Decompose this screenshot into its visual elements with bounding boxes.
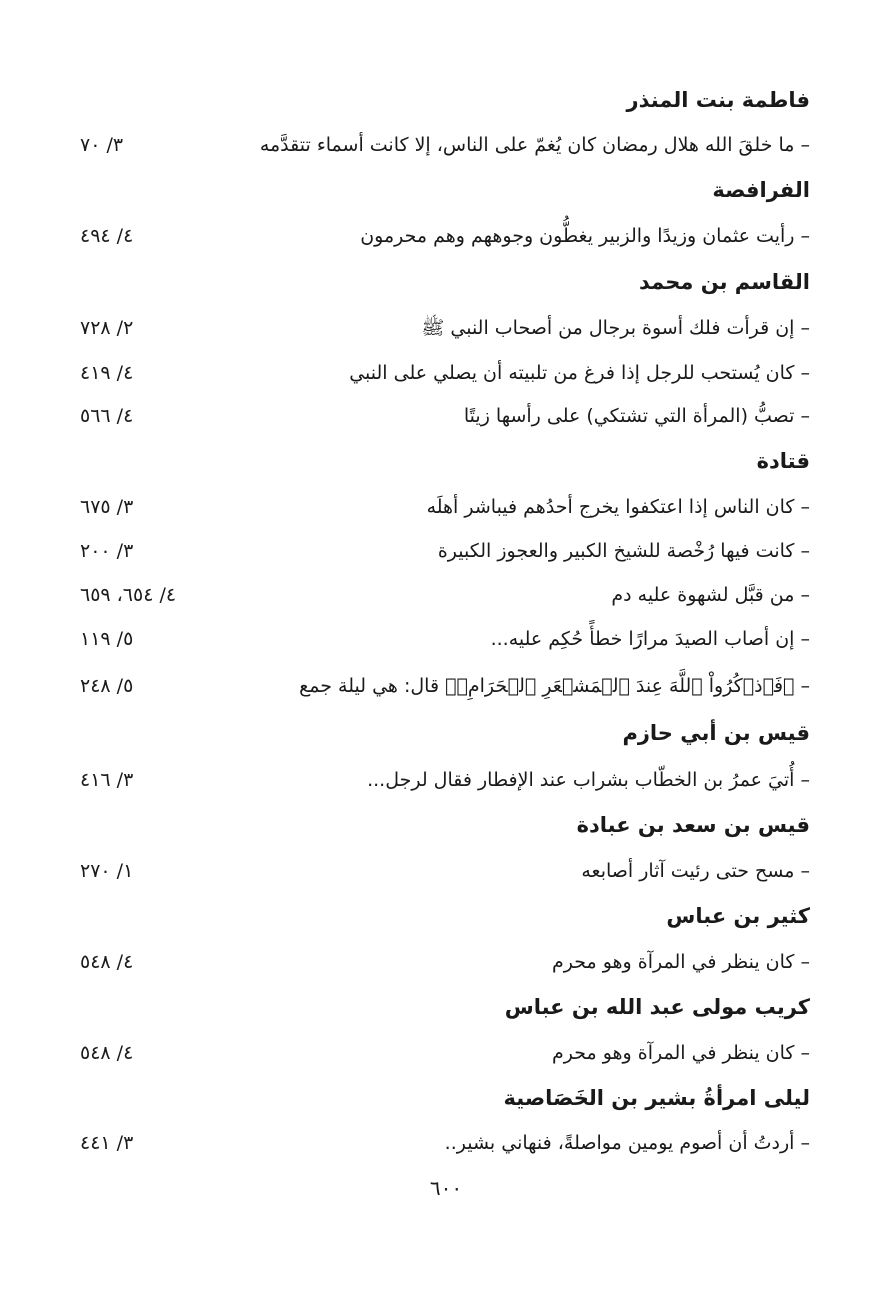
narrator-heading: قتادة xyxy=(756,449,810,473)
entry-reference: ٤/ ٤١٩ xyxy=(80,362,134,384)
entry-reference: ٤/ ٤٩٤ xyxy=(80,225,134,247)
entry-reference: ٣/ ٦٧٥ xyxy=(80,496,134,518)
narrator-heading: الفرافصة xyxy=(712,178,810,202)
entry-row xyxy=(80,619,810,659)
entry-reference: ٣/ ٤٤١ xyxy=(80,1132,134,1154)
entry-text: – أُتيَ عمرُ بن الخطّاب بشراب عند الإفطار فقال لرجل... xyxy=(367,769,810,791)
entry-text: – كان الناس إذا اعتكفوا يخرج أحدُهم فيباشر أهلَه xyxy=(426,496,810,518)
entry-reference: ٢/ ٧٢٨ xyxy=(80,317,134,339)
section-heading-row xyxy=(80,170,810,210)
entry-row xyxy=(80,575,810,615)
entry-reference: ٥/ ٢٤٨ xyxy=(80,675,134,697)
entry-row xyxy=(80,666,810,706)
narrator-heading: قيس بن أبي حازم xyxy=(622,721,810,745)
narrator-heading: كثير بن عباس xyxy=(666,904,810,928)
entry-row xyxy=(80,1033,810,1073)
entry-reference: ٤/ ٥٤٨ xyxy=(80,1042,134,1064)
entry-text: – ﴿فَٱذۡكُرُواْ ٱللَّهَ عِندَ ٱلۡمَشۡعَرِ ٱلۡحَرَامِۖ﴾ قال: هي ليلة جمع xyxy=(299,675,810,697)
section-heading-row xyxy=(80,441,810,481)
entry-row xyxy=(80,396,810,436)
entry-text: – مسح حتى رئيت آثار أصابعه xyxy=(581,860,810,882)
entry-row xyxy=(80,531,810,571)
entry-reference: ٥/ ١١٩ xyxy=(80,628,134,650)
section-heading-row xyxy=(80,987,810,1027)
entry-row xyxy=(80,851,810,891)
entry-reference: ٤/ ٦٥٤، ٦٥٩ xyxy=(80,584,177,606)
section-heading-row xyxy=(80,1078,810,1118)
entry-reference: ٤/ ٥٦٦ xyxy=(80,405,134,427)
entry-reference: ٣/ ٢٠٠ xyxy=(80,540,134,562)
entry-text: – كان ينظر في المرآة وهو محرم xyxy=(551,1042,810,1064)
section-heading-row xyxy=(80,80,810,120)
entry-text: – إن قرأت فلك أسوة برجال من أصحاب النبي ﷺ xyxy=(421,317,810,339)
entry-reference: ٣/ ٤١٦ xyxy=(80,769,134,791)
entry-reference: ٣/ ٧٠ xyxy=(80,134,124,156)
entry-text: – كان ينظر في المرآة وهو محرم xyxy=(551,951,810,973)
entry-row xyxy=(80,353,810,393)
entry-text: – رأيت عثمان وزيدًا والزبير يغطُّون وجوههم وهم محرمون xyxy=(360,225,810,247)
entry-reference: ٤/ ٥٤٨ xyxy=(80,951,134,973)
section-heading-row xyxy=(80,805,810,845)
narrator-heading: ليلى امرأةُ بشير بن الخَصَاصية xyxy=(503,1086,810,1110)
entry-text: – كانت فيها رُخْصة للشيخ الكبير والعجوز الكبيرة xyxy=(437,540,810,562)
entry-text: – من قبَّل لشهوة عليه دم xyxy=(611,584,810,606)
entry-reference: ١/ ٢٧٠ xyxy=(80,860,134,882)
entry-row xyxy=(80,216,810,256)
narrator-heading: القاسم بن محمد xyxy=(639,270,810,294)
entry-row xyxy=(80,125,810,165)
narrator-heading: قيس بن سعد بن عبادة xyxy=(576,813,810,837)
narrator-heading: فاطمة بنت المنذر xyxy=(626,88,810,112)
entry-row xyxy=(80,942,810,982)
entry-text: – ما خلقَ الله هلال رمضان كان يُغمّ على الناس، إلا كانت أسماء تتقدَّمه xyxy=(259,134,810,156)
entry-row xyxy=(80,1123,810,1163)
page-number: ٦٠٠ xyxy=(429,1176,463,1200)
entry-text: – تصبُّ (المرأة التي تشتكي) على رأسها زيتًا xyxy=(463,405,810,427)
section-heading-row xyxy=(80,713,810,753)
section-heading-row xyxy=(80,262,810,302)
entry-text: – إن أصاب الصيدَ مرارًا خطأً حُكِم عليه... xyxy=(490,628,810,650)
entry-text: – كان يُستحب للرجل إذا فرغ من تلبيته أن يصلي على النبي xyxy=(349,362,810,384)
entry-row xyxy=(80,308,810,348)
entry-row xyxy=(80,487,810,527)
section-heading-row xyxy=(80,896,810,936)
entry-row xyxy=(80,760,810,800)
narrator-heading: كريب مولى عبد الله بن عباس xyxy=(504,995,810,1019)
entry-text: – أردتُ أن أصوم يومين مواصلةً، فنهاني بشير.. xyxy=(444,1132,810,1154)
